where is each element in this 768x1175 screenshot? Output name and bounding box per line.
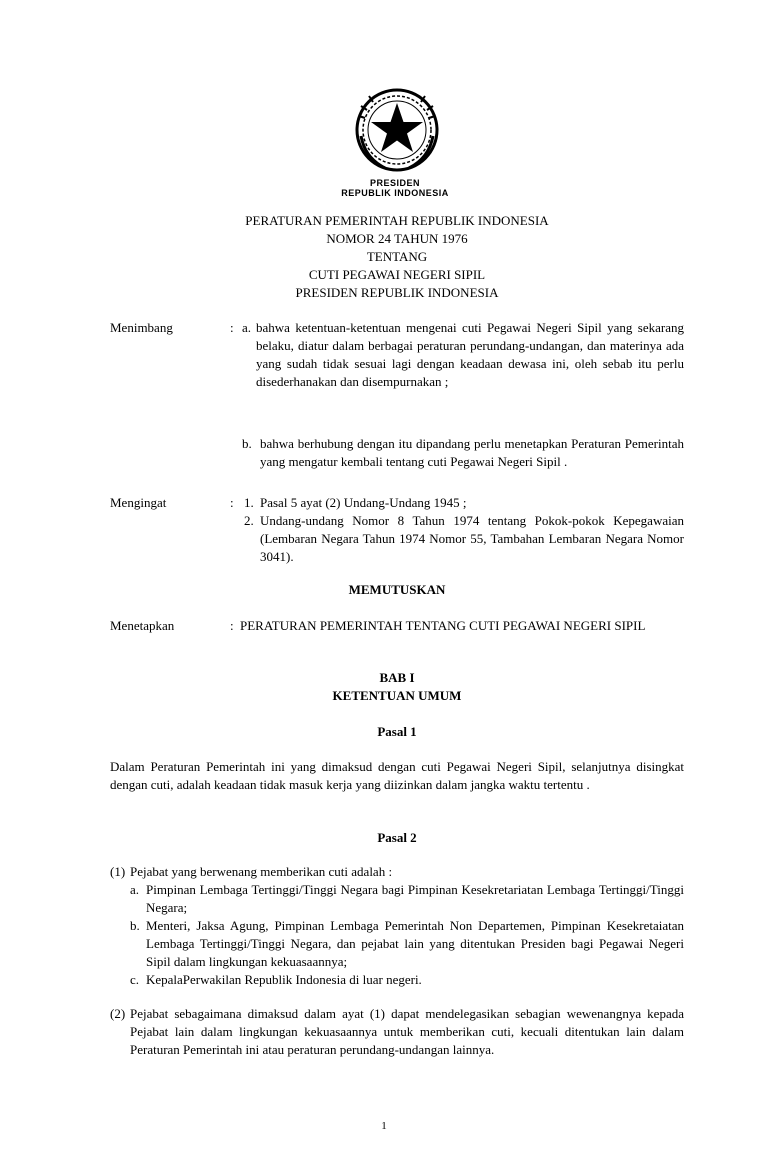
menetapkan-section [110, 617, 684, 657]
ayat1-c-marker: c. [130, 972, 140, 987]
pasal2-heading: Pasal 2 [377, 830, 417, 845]
pasal1-text: Dalam Peraturan Pemerintah ini yang dimaksud dengan cuti Pegawai Negeri Sipil, selanjutnya disingkat dengan cuti, adalah keadaan tidak masuk kerja yang diizinkan dalam jangka waktu tertentu . [110, 759, 684, 792]
menimbang-b-marker: b. [242, 436, 252, 451]
emblem-caption-line1: PRESIDEN [369, 178, 420, 188]
menetapkan-colon: : [230, 618, 234, 633]
mengingat-item1-marker: 1. [244, 495, 254, 510]
ayat1-text: Pejabat yang berwenang memberikan cuti adalah : [130, 864, 393, 879]
menimbang-colon: : [230, 320, 234, 335]
ayat1-b-text: Menteri, Jaksa Agung, Pimpinan Lembaga Pemerintah Non Departemen, Pimpinan Kesekretaiatan Lembaga Tertinggi/Tinggi Negara, dan pejabat lain yang ditentukan Presiden bagi Pegawai Negeri Sipil dalam lingkungan kekuasaannya; [146, 918, 684, 969]
bab-subtitle: KETENTUAN UMUM [332, 688, 462, 703]
menetapkan-text: PERATURAN PEMERINTAH TENTANG CUTI PEGAWAI NEGERI SIPIL [240, 618, 646, 633]
mengingat-section [110, 494, 684, 564]
ayat1-a-marker: a. [130, 882, 140, 897]
document-title [110, 212, 684, 302]
title-line1: PERATURAN PEMERINTAH REPUBLIK INDONESIA [245, 213, 549, 228]
pasal2-ayat2 [110, 1005, 684, 1085]
ayat1-c-text: KepalaPerwakilan Republik Indonesia di luar negeri. [146, 972, 422, 987]
mengingat-item1-text: Pasal 5 ayat (2) Undang-Undang 1945 ; [260, 495, 467, 510]
bab-title: BAB I [379, 670, 415, 685]
menimbang-a-text: bahwa ketentuan-ketentuan mengenai cuti Pegawai Negeri Sipil yang sekarang belaku, diatur dalam berbagai peraturan perundang-undangan, dan materinya ada yang sudah tidak sesuai lagi dengan keadaan dewasa ini, oleh sebab itu perlu disederhanakan dan disempurnakan ; [256, 320, 684, 389]
ayat1-a-text: Pimpinan Lembaga Tertinggi/Tinggi Negara bagi Pimpinan Kesekretariatan Lembaga Tertinggi/Tinggi Negara; [146, 882, 684, 915]
title-line2: NOMOR 24 TAHUN 1976 [326, 231, 468, 246]
menimbang-a-marker: a. [242, 320, 252, 335]
garuda-emblem-icon [355, 88, 439, 172]
menetapkan-label: Menetapkan [110, 618, 175, 633]
mengingat-item2-marker: 2. [244, 513, 254, 528]
page-number: 1 [381, 1120, 387, 1132]
mengingat-item2-text: Undang-undang Nomor 8 Tahun 1974 tentang Pokok-pokok Kepegawaian (Lembaran Negara Tahun 1974 Nomor 55, Tambahan Lembaran Negara Nomor 3041). [260, 513, 684, 564]
ayat2-text: Pejabat sebagaimana dimaksud dalam ayat (1) dapat mendelegasikan sebagian wewenangnya kepada Pejabat lain dalam lingkungan kekuasaannya untuk memberikan cuti, kecuali ditentukan lain dalam Peraturan Pemerintah ini atau peraturan perundang-undangan lainnya. [130, 1006, 684, 1057]
title-line3: TENTANG [366, 249, 428, 264]
menimbang-label: Menimbang [110, 320, 173, 335]
pasal1-heading: Pasal 1 [377, 724, 417, 739]
mengingat-colon: : [230, 495, 234, 510]
mengingat-label: Mengingat [110, 495, 167, 510]
ayat2-marker: (2) [110, 1006, 126, 1021]
emblem-caption [320, 178, 470, 198]
memutuskan-heading: MEMUTUSKAN [348, 582, 446, 597]
ayat1-marker: (1) [110, 864, 126, 879]
menimbang-section [110, 319, 684, 519]
emblem-caption-line2: REPUBLIK INDONESIA [341, 188, 449, 198]
title-line5: PRESIDEN REPUBLIK INDONESIA [295, 285, 499, 300]
ayat1-b-marker: b. [130, 918, 140, 933]
title-line4: CUTI PEGAWAI NEGERI SIPIL [308, 267, 486, 282]
menimbang-b-text: bahwa berhubung dengan itu dipandang perlu menetapkan Peraturan Pemerintah yang mengatur kembali tentang cuti Pegawai Negeri Sipil . [260, 436, 684, 469]
pasal2-ayat1 [110, 863, 684, 993]
